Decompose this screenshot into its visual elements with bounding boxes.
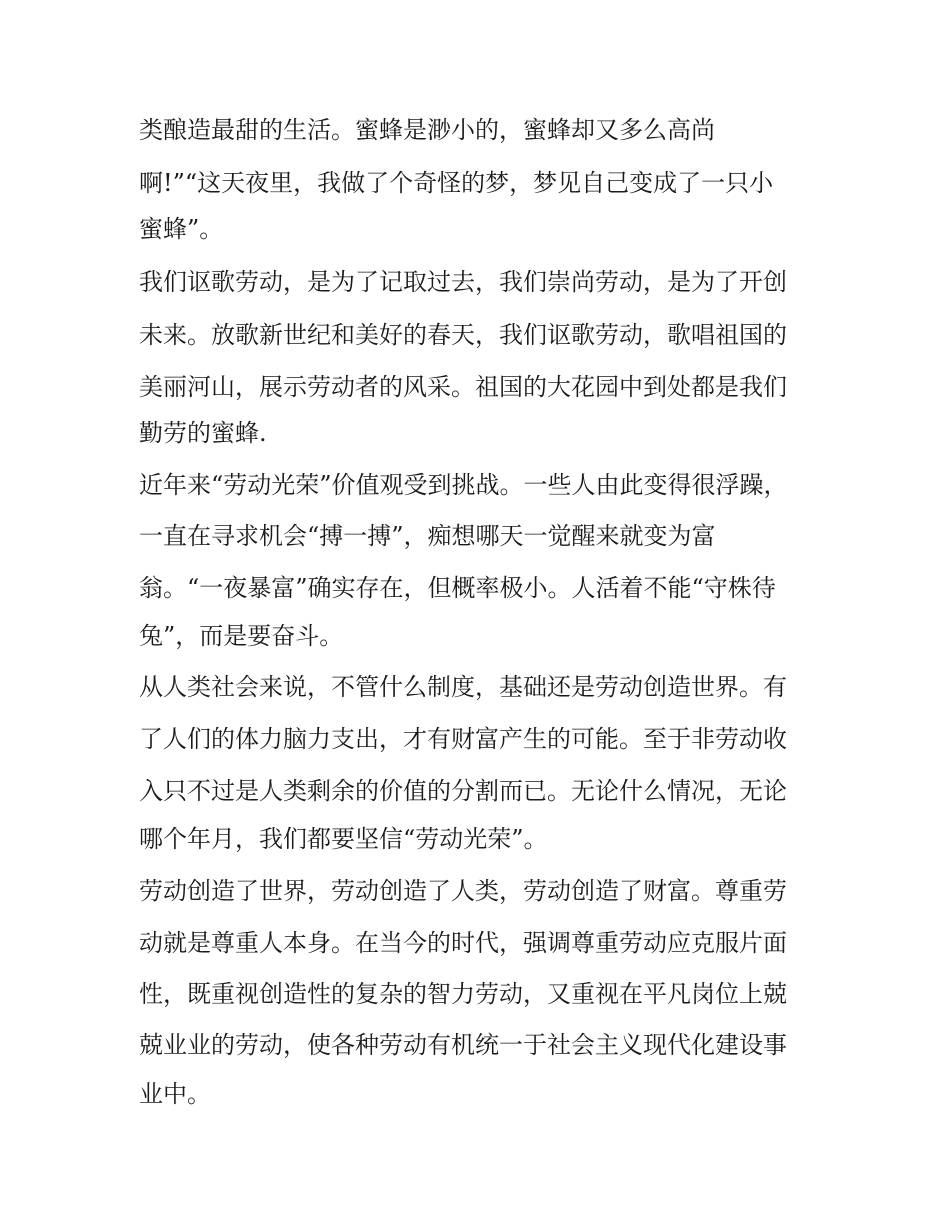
text-line: 业中。 bbox=[139, 1080, 211, 1108]
text-line: 兢业业的劳动，使各种劳动有机统一于社会主义现代化建设事 bbox=[139, 1031, 787, 1059]
text-line: 劳动创造了世界，劳动创造了人类，劳动创造了财富。尊重劳 bbox=[139, 877, 787, 905]
text-line: 入只不过是人类剩余的价值的分割而已。无论什么情况，无论 bbox=[139, 777, 787, 805]
text-line: 从人类社会来说，不管什么制度，基础还是劳动创造世界。有 bbox=[139, 673, 787, 701]
text-line: 近年来“劳动光荣”价值观受到挑战。一些人由此变得很浮躁， bbox=[139, 471, 788, 499]
text-line: 动就是尊重人本身。在当今的时代，强调尊重劳动应克服片面 bbox=[139, 929, 787, 957]
text-line: 未来。放歌新世纪和美好的春天，我们讴歌劳动，歌唱祖国的 bbox=[139, 321, 787, 349]
text-line: 勤劳的蜜蜂. bbox=[139, 419, 267, 447]
text-line: 了人们的体力脑力支出，才有财富产生的可能。至于非劳动收 bbox=[139, 725, 787, 753]
text-line: 性，既重视创造性的复杂的智力劳动，又重视在平凡岗位上兢 bbox=[139, 980, 787, 1008]
text-line: 我们讴歌劳动，是为了记取过去，我们崇尚劳动，是为了开创 bbox=[139, 268, 787, 296]
text-line: 一直在寻求机会“搏一搏”，痴想哪天一觉醒来就变为富 bbox=[139, 522, 716, 550]
text-line: 蜜蜂”。 bbox=[139, 215, 224, 243]
text-line: 翁。“一夜暴富”确实存在，但概率极小。人活着不能“守株待 bbox=[139, 574, 776, 602]
text-line: 哪个年月，我们都要坚信“劳动光荣”。 bbox=[139, 825, 548, 853]
text-line: 类酿造最甜的生活。蜜蜂是渺小的，蜜蜂却又多么高尚 bbox=[139, 116, 715, 144]
text-line: 兔”，而是要奋斗。 bbox=[139, 622, 344, 650]
text-line: 啊!”“这天夜里，我做了个奇怪的梦，梦见自己变成了一只小 bbox=[139, 169, 774, 197]
text-line: 美丽河山，展示劳动者的风采。祖国的大花园中到处都是我们 bbox=[139, 373, 787, 401]
